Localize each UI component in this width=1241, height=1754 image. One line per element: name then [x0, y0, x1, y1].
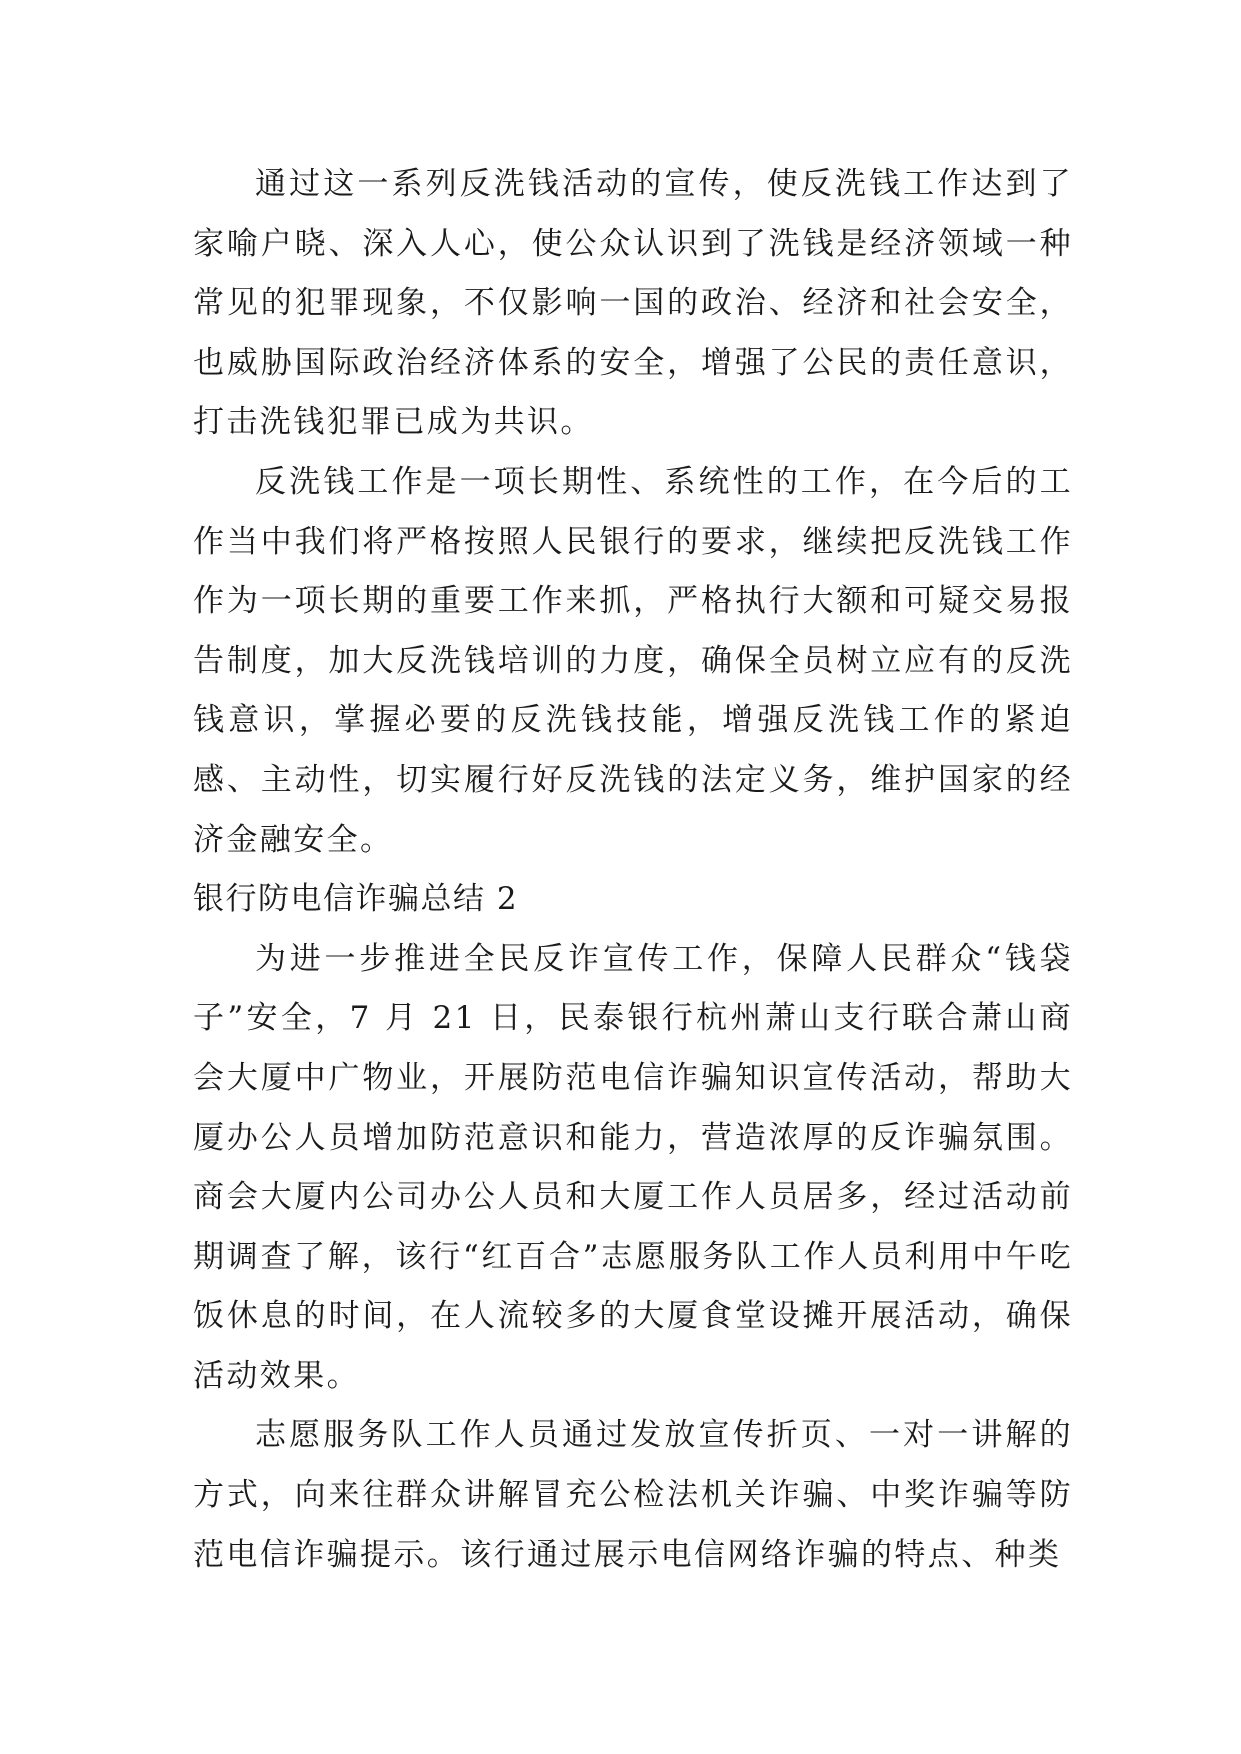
paragraph-anti-fraud-event: 为进一步推进全民反诈宣传工作，保障人民群众“钱袋子”安全，7 月 21 日，民泰银行杭州萧山支行联合萧山商会大厦中广物业，开展防范电信诈骗知识宣传活动，帮助大厦办公人员增加防范意识和能力，营造浓厚的反诈骗氛围。商会大厦内公司办公人员和大厦工作人员居多，经过活动前期调查了解，该行“红百合”志愿服务队工作人员利用中午吃饭休息的时间，在人流较多的大厦食堂设摊开展活动，确保活动效果。: [193, 940, 1073, 1394]
document-body: [193, 155, 1073, 1585]
paragraph-volunteer-service: 志愿服务队工作人员通过发放宣传折页、一对一讲解的方式，向来往群众讲解冒充公检法机关诈骗、中奖诈骗等防范电信诈骗提示。该行通过展示电信网络诈骗的特点、种类: [193, 1417, 1073, 1573]
section-heading: 银行防电信诈骗总结 2: [193, 881, 519, 918]
paragraph-anti-money-laundering-publicity: 通过这一系列反洗钱活动的宣传，使反洗钱工作达到了家喻户晓、深入人心，使公众认识到了洗钱是经济领域一种常见的犯罪现象，不仅影响一国的政治、经济和社会安全，也威胁国际政治经济体系的安全，增强了公民的责任意识，打击洗钱犯罪已成为共识。: [193, 166, 1073, 441]
paragraph-anti-money-laundering-work: 反洗钱工作是一项长期性、系统性的工作，在今后的工作当中我们将严格按照人民银行的要求，继续把反洗钱工作作为一项长期的重要工作来抓，严格执行大额和可疑交易报告制度，加大反洗钱培训的力度，确保全员树立应有的反洗钱意识，掌握必要的反洗钱技能，增强反洗钱工作的紧迫感、主动性，切实履行好反洗钱的法定义务，维护国家的经济金融安全。: [193, 463, 1073, 858]
